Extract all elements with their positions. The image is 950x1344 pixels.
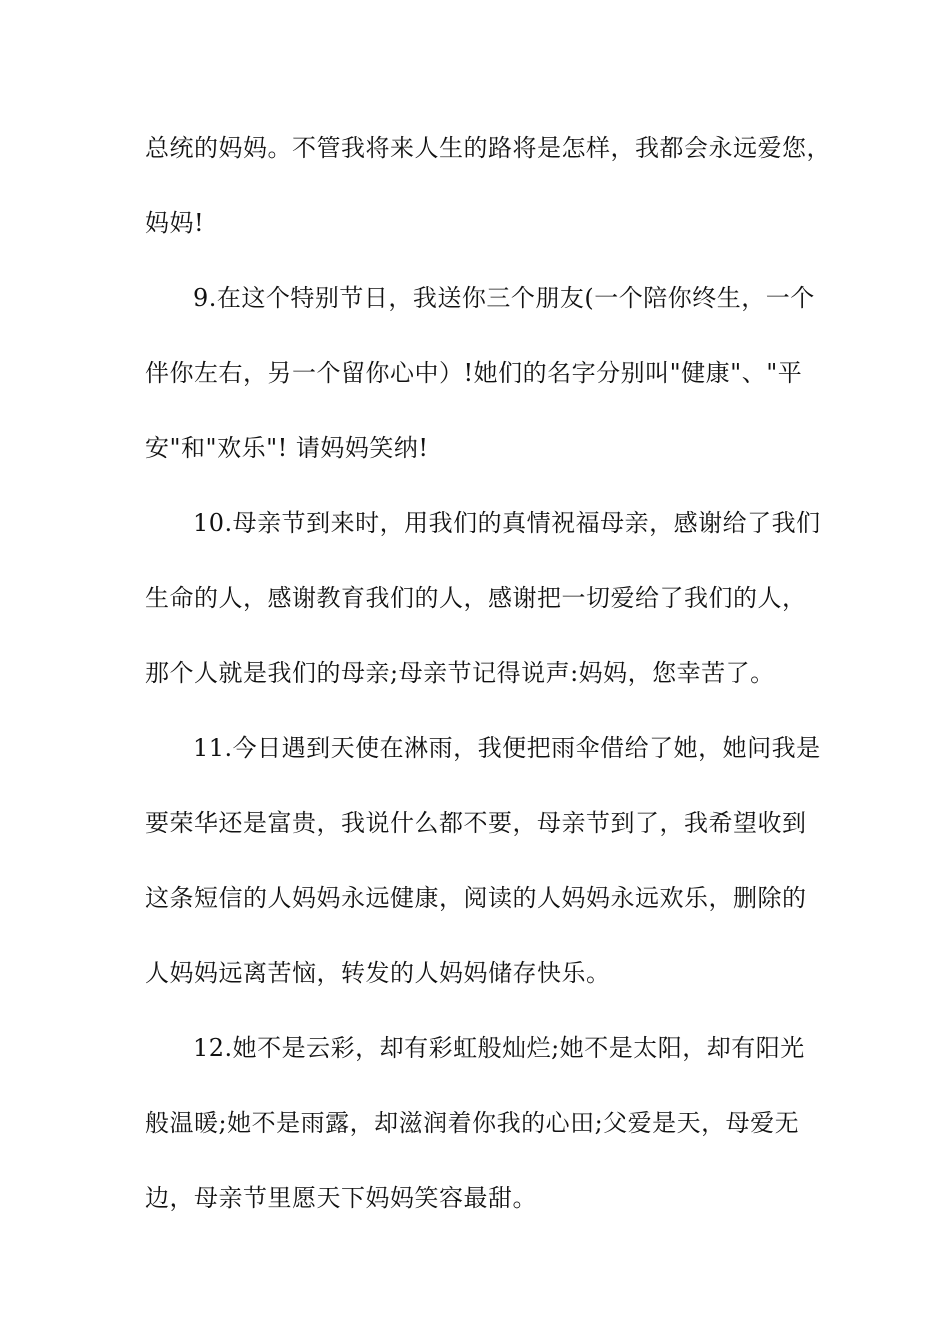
text-line: 总统的妈妈。不管我将来人生的路将是怎样，我都会永远爱您， — [145, 134, 831, 162]
text-line: 这条短信的人妈妈永远健康，阅读的人妈妈永远欢乐，删除的 — [145, 884, 807, 912]
text-line: 要荣华还是富贵，我说什么都不要，母亲节到了，我希望收到 — [145, 809, 807, 837]
text-line: 妈妈! — [145, 209, 205, 237]
text-line: 生命的人，感谢教育我们的人，感谢把一切爱给了我们的人， — [145, 584, 807, 612]
paragraph-12 — [145, 1024, 810, 1249]
text-line: 10.母亲节到来时，用我们的真情祝福母亲，感谢给了我们 — [193, 509, 821, 537]
document-body — [145, 124, 831, 1249]
text-line: 边，母亲节里愿天下妈妈笑容最甜。 — [145, 1184, 537, 1212]
text-line: 12.她不是云彩，却有彩虹般灿烂;她不是太阳，却有阳光 — [193, 1034, 805, 1062]
text-line: 那个人就是我们的母亲;母亲节记得说声:妈妈，您幸苦了。 — [145, 659, 775, 687]
text-line: 9.在这个特别节日，我送你三个朋友(一个陪你终生，一个 — [193, 284, 815, 312]
text-line: 11.今日遇到天使在淋雨，我便把雨伞借给了她，她问我是 — [193, 734, 821, 762]
paragraph-8-continued — [145, 124, 831, 274]
paragraph-11 — [145, 724, 821, 1024]
paragraph-9 — [145, 274, 815, 499]
paragraph-10 — [145, 499, 821, 724]
text-line: 安"和"欢乐"! 请妈妈笑纳! — [145, 434, 429, 462]
text-line: 伴你左右，另一个留你心中）!她们的名字分别叫"健康"、"平 — [145, 359, 803, 387]
text-line: 人妈妈远离苦恼，转发的人妈妈储存快乐。 — [145, 959, 611, 987]
text-line: 般温暖;她不是雨露，却滋润着你我的心田;父爱是天，母爱无 — [145, 1109, 800, 1137]
